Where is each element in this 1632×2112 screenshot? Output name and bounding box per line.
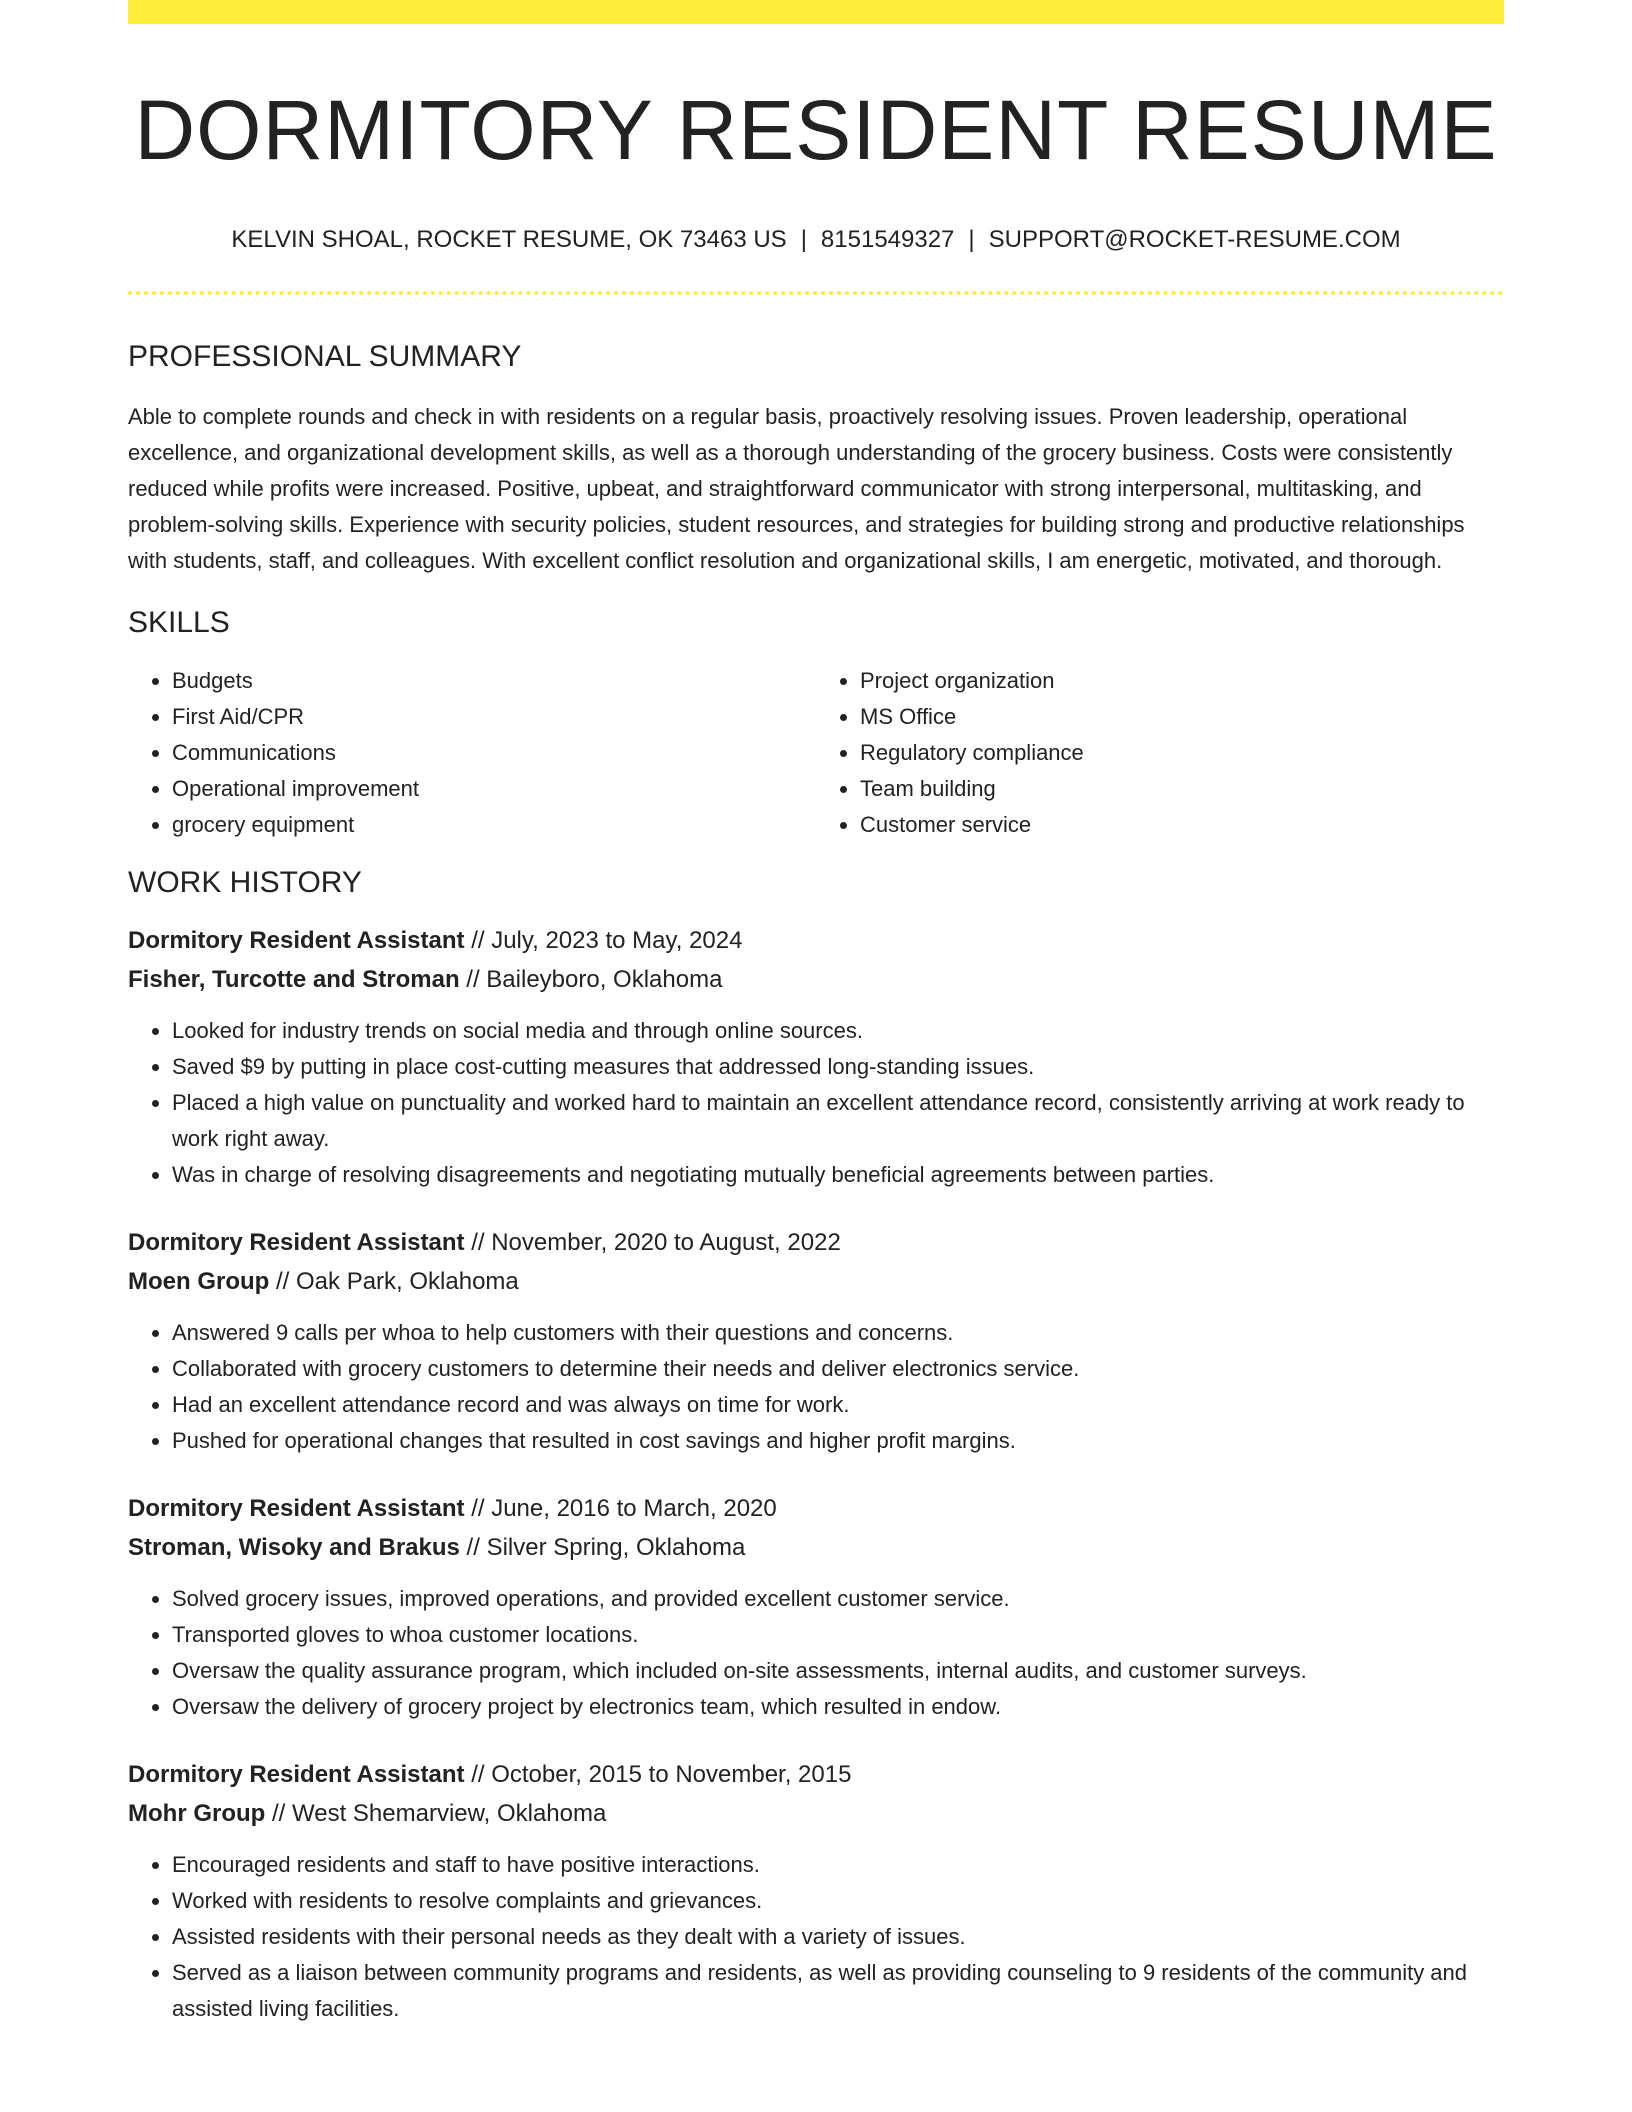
job-entry	[128, 1489, 1504, 1725]
skill-item: • MS Office	[860, 699, 1504, 735]
job-title-line	[128, 1489, 1504, 1528]
work-history-heading: WORK HISTORY	[128, 866, 362, 900]
job-title-line	[128, 921, 1504, 960]
job-dates: October, 2015 to November, 2015	[491, 1761, 852, 1789]
job-dates: November, 2020 to August, 2022	[491, 1229, 841, 1257]
job-title: Dormitory Resident Assistant	[128, 1229, 465, 1257]
job-title: Dormitory Resident Assistant	[128, 1495, 465, 1523]
contact-phone: 8151549327	[820, 226, 955, 254]
work-history-list	[128, 921, 1504, 2027]
job-title: Dormitory Resident Assistant	[128, 927, 465, 955]
skill-item: • Customer service	[860, 807, 1504, 843]
contact-email: SUPPORT@ROCKET-RESUME.COM	[988, 226, 1401, 254]
job-separator: //	[276, 1268, 290, 1296]
summary-heading: PROFESSIONAL SUMMARY	[128, 340, 522, 374]
summary-text: Able to complete rounds and check in with residents on a regular basis, proactively resolving issues. Proven leadership, operational excellence, and organizational development skills, as well as a thorough understanding of the grocery business. Costs were consistently reduced while profits were increased. Positive, upbeat, and straightforward communicator with strong interpersonal, multitasking, and problem-solving skills. Experience with security policies, student resources, and strategies for building strong and productive relationships with students, staff, and colleagues. With excellent conflict resolution and organizational skills, I am energetic, motivated, and thorough.	[128, 404, 1465, 574]
job-separator: //	[466, 1534, 480, 1562]
contact-separator: |	[968, 226, 975, 254]
top-accent-bar	[128, 0, 1504, 24]
job-company: Moen Group	[128, 1268, 270, 1296]
job-location: Baileyboro, Oklahoma	[486, 966, 723, 994]
job-bullet: • Answered 9 calls per whoa to help customers with their questions and concerns.	[172, 1315, 1504, 1351]
job-bullet: • Served as a liaison between community programs and residents, as well as providing counseling to 9 residents of the community and assisted living facilities.	[172, 1955, 1504, 2027]
skill-item: • First Aid/CPR	[172, 699, 816, 735]
job-company-line	[128, 1528, 1504, 1567]
job-bullets	[128, 1315, 1504, 1459]
dotted-divider	[128, 291, 1504, 295]
skill-item: • Project organization	[860, 663, 1504, 699]
job-title-line	[128, 1755, 1504, 1794]
job-entry	[128, 1755, 1504, 2027]
job-bullet: • Collaborated with grocery customers to determine their needs and deliver electronics service.	[172, 1351, 1504, 1387]
skills-columns	[128, 663, 1504, 843]
job-bullet: • Had an excellent attendance record and was always on time for work.	[172, 1387, 1504, 1423]
job-separator: //	[271, 1800, 286, 1828]
job-location: Silver Spring, Oklahoma	[486, 1534, 746, 1562]
resume-title: DORMITORY RESIDENT RESUME	[134, 83, 1498, 177]
job-company-line	[128, 960, 1504, 999]
job-bullet: • Pushed for operational changes that resulted in cost savings and higher profit margins.	[172, 1423, 1504, 1459]
job-separator: //	[471, 927, 485, 955]
job-dates: June, 2016 to March, 2020	[491, 1495, 777, 1523]
skill-item: • Communications	[172, 735, 816, 771]
job-bullet: • Looked for industry trends on social media and through online sources.	[172, 1013, 1504, 1049]
skill-item: • Regulatory compliance	[860, 735, 1504, 771]
job-bullet: • Transported gloves to whoa customer locations.	[172, 1617, 1504, 1653]
job-separator: //	[466, 966, 480, 994]
job-company-line	[128, 1262, 1504, 1301]
job-title: Dormitory Resident Assistant	[128, 1761, 465, 1789]
job-bullet: • Assisted residents with their personal needs as they dealt with a variety of issues.	[172, 1919, 1504, 1955]
job-separator: //	[471, 1761, 485, 1789]
skill-item: • Team building	[860, 771, 1504, 807]
job-location: West Shemarview, Oklahoma	[292, 1800, 607, 1828]
job-location: Oak Park, Oklahoma	[296, 1268, 519, 1296]
skills-heading: SKILLS	[128, 606, 230, 640]
job-bullet: • Was in charge of resolving disagreements and negotiating mutually beneficial agreements between parties.	[172, 1157, 1504, 1193]
job-bullet: • Oversaw the quality assurance program, which included on-site assessments, internal audits, and customer surveys.	[172, 1653, 1504, 1689]
resume-page	[128, 0, 1504, 2027]
skill-item: • grocery equipment	[172, 807, 816, 843]
skills-list-left	[128, 663, 816, 843]
job-separator: //	[471, 1229, 485, 1257]
contact-line	[128, 226, 1504, 255]
job-company: Fisher, Turcotte and Stroman	[128, 966, 460, 994]
job-bullet: • Encouraged residents and staff to have positive interactions.	[172, 1847, 1504, 1883]
job-company: Stroman, Wisoky and Brakus	[128, 1534, 460, 1562]
job-bullet: • Saved $9 by putting in place cost-cutting measures that addressed long-standing issues.	[172, 1049, 1504, 1085]
contact-address: KELVIN SHOAL, ROCKET RESUME, OK 73463 US	[231, 226, 787, 254]
skill-item: • Operational improvement	[172, 771, 816, 807]
job-bullets	[128, 1013, 1504, 1193]
job-company: Mohr Group	[128, 1800, 266, 1828]
skill-item: • Budgets	[172, 663, 816, 699]
contact-separator: |	[800, 226, 807, 254]
job-title-line	[128, 1223, 1504, 1262]
job-bullet: • Placed a high value on punctuality and worked hard to maintain an excellent attendance record, consistently arriving at work ready to work right away.	[172, 1085, 1504, 1157]
job-bullet: • Solved grocery issues, improved operations, and provided excellent customer service.	[172, 1581, 1504, 1617]
job-bullets	[128, 1581, 1504, 1725]
skills-list-right	[816, 663, 1504, 843]
job-bullet: • Oversaw the delivery of grocery project by electronics team, which resulted in endow.	[172, 1689, 1504, 1725]
job-separator: //	[471, 1495, 485, 1523]
job-company-line	[128, 1794, 1504, 1833]
job-bullets	[128, 1847, 1504, 2027]
job-entry	[128, 1223, 1504, 1459]
job-dates: July, 2023 to May, 2024	[491, 927, 743, 955]
job-bullet: • Worked with residents to resolve complaints and grievances.	[172, 1883, 1504, 1919]
job-entry	[128, 921, 1504, 1193]
